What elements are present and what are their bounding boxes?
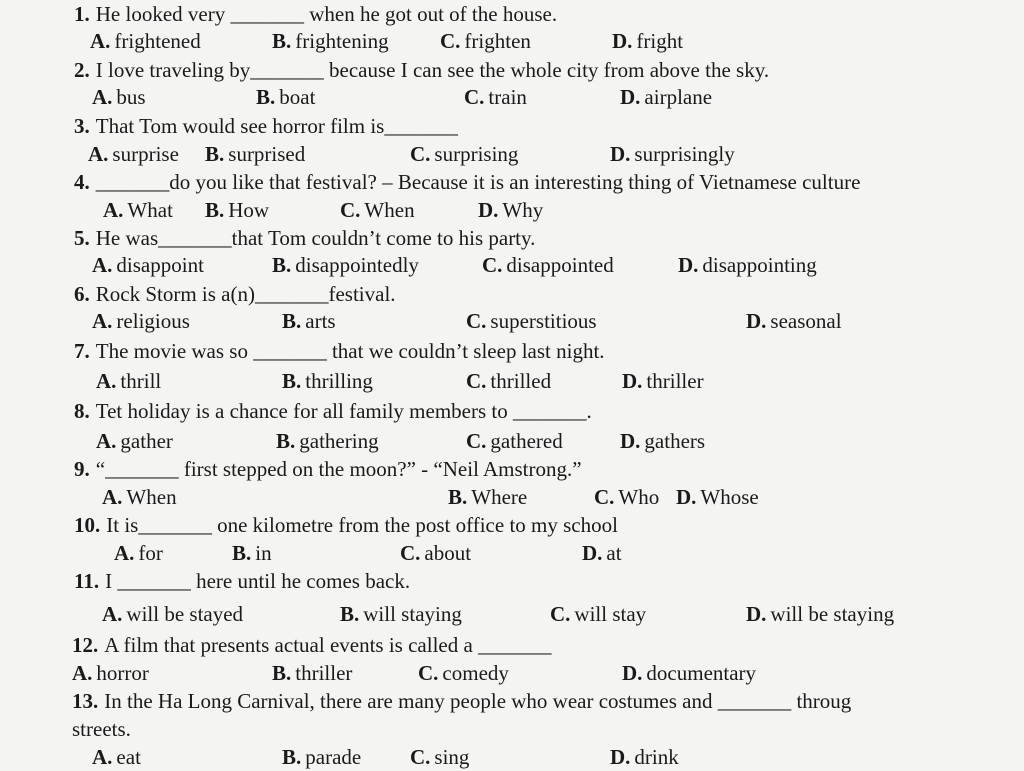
question-number: 5. — [74, 226, 90, 250]
option-c — [594, 484, 659, 510]
option-letter: D. — [620, 429, 641, 453]
option-c — [466, 368, 551, 394]
question-2 — [74, 57, 769, 83]
option-b — [256, 84, 315, 110]
option-text: gather — [120, 429, 173, 453]
option-text: Who — [618, 485, 660, 509]
option-letter: C. — [594, 485, 615, 509]
option-b — [282, 308, 336, 334]
option-text: thrilled — [490, 369, 552, 393]
option-b — [448, 484, 527, 510]
option-c — [400, 540, 471, 566]
option-letter: C. — [466, 369, 487, 393]
option-letter: D. — [612, 29, 633, 53]
option-letter: A. — [90, 29, 111, 53]
question-number: 6. — [74, 282, 90, 306]
option-text: will stay — [574, 602, 647, 626]
option-d — [610, 744, 679, 770]
option-text: thrilling — [305, 369, 373, 393]
option-b — [282, 368, 373, 394]
option-letter: C. — [482, 253, 503, 277]
option-a — [90, 28, 201, 54]
option-text: disappointing — [702, 253, 817, 277]
option-letter: A. — [96, 369, 117, 393]
option-a — [92, 744, 141, 770]
option-d — [678, 252, 817, 278]
option-text: frighten — [464, 29, 531, 53]
option-c — [466, 428, 563, 454]
option-letter: D. — [610, 745, 631, 769]
option-c — [550, 601, 646, 627]
option-a — [88, 141, 179, 167]
option-a — [114, 540, 163, 566]
option-d — [676, 484, 759, 510]
option-text: will be staying — [770, 602, 895, 626]
option-text: surprised — [228, 142, 306, 166]
option-letter: A. — [92, 85, 113, 109]
option-letter: C. — [550, 602, 571, 626]
option-letter: A. — [92, 745, 113, 769]
question-text: A film that presents actual events is called a _______ — [104, 633, 552, 657]
option-letter: A. — [102, 602, 123, 626]
option-text: in — [255, 541, 272, 565]
option-letter: B. — [282, 745, 302, 769]
option-b — [272, 252, 419, 278]
option-letter: B. — [205, 142, 225, 166]
question-number: 13. — [72, 689, 99, 713]
option-text: When — [364, 198, 415, 222]
option-letter: D. — [622, 661, 643, 685]
option-d — [478, 197, 543, 223]
option-d — [622, 368, 704, 394]
option-letter: C. — [340, 198, 361, 222]
option-text: sing — [434, 745, 470, 769]
option-text: documentary — [646, 661, 757, 685]
option-letter: C. — [410, 745, 431, 769]
question-12 — [72, 632, 552, 658]
option-letter: D. — [622, 369, 643, 393]
question-4 — [74, 169, 860, 195]
option-text: will staying — [363, 602, 462, 626]
option-text: about — [424, 541, 472, 565]
question-number: 3. — [74, 114, 90, 138]
option-text: arts — [305, 309, 336, 333]
option-letter: B. — [340, 602, 360, 626]
option-text: religious — [116, 309, 190, 333]
question-text: Rock Storm is a(n)_______festival. — [95, 282, 396, 306]
option-c — [410, 141, 518, 167]
option-letter: B. — [205, 198, 225, 222]
option-text: parade — [305, 745, 362, 769]
option-c — [410, 744, 469, 770]
option-a — [92, 84, 146, 110]
option-c — [340, 197, 415, 223]
option-text: at — [606, 541, 622, 565]
option-text: surprising — [434, 142, 519, 166]
option-d — [620, 84, 712, 110]
question-13 — [72, 688, 1024, 714]
option-letter: D. — [582, 541, 603, 565]
option-b — [272, 28, 389, 54]
option-text: for — [138, 541, 163, 565]
option-text: What — [127, 198, 173, 222]
option-letter: D. — [620, 85, 641, 109]
question-10 — [74, 512, 618, 538]
option-letter: C. — [418, 661, 439, 685]
question-8 — [74, 398, 592, 424]
option-b — [272, 660, 352, 686]
option-b — [232, 540, 272, 566]
question-number: 12. — [72, 633, 99, 657]
question-6 — [74, 281, 396, 307]
option-text: When — [126, 485, 177, 509]
option-text: gathered — [490, 429, 563, 453]
option-text: disappointed — [506, 253, 614, 277]
option-letter: C. — [440, 29, 461, 53]
question-number: 8. — [74, 399, 90, 423]
question-text: I _______ here until he comes back. — [105, 569, 411, 593]
option-text: train — [488, 85, 527, 109]
option-b — [205, 197, 269, 223]
question-text: I love traveling by_______ because I can see the whole city from above the sky. — [95, 58, 770, 82]
option-text: Where — [471, 485, 528, 509]
option-letter: C. — [466, 429, 487, 453]
option-c — [466, 308, 597, 334]
option-a — [102, 601, 243, 627]
option-b — [282, 744, 361, 770]
option-c — [464, 84, 527, 110]
question-text: In the Ha Long Carnival, there are many people who wear costumes and _______ throug — [104, 689, 852, 713]
option-c — [482, 252, 614, 278]
question-11 — [74, 568, 410, 594]
question-9 — [74, 456, 582, 482]
option-text: boat — [279, 85, 316, 109]
option-letter: B. — [448, 485, 468, 509]
option-a — [103, 197, 173, 223]
question-number: 1. — [74, 2, 90, 26]
option-letter: B. — [272, 661, 292, 685]
option-letter: B. — [256, 85, 276, 109]
option-letter: A. — [92, 309, 113, 333]
option-text: horror — [96, 661, 149, 685]
option-letter: D. — [746, 602, 767, 626]
question-text: Tet holiday is a chance for all family members to _______. — [95, 399, 592, 423]
option-letter: C. — [410, 142, 431, 166]
question-text-continued: streets. — [72, 717, 131, 741]
option-letter: A. — [96, 429, 117, 453]
option-text: gathering — [299, 429, 379, 453]
option-d — [746, 308, 842, 334]
question-7 — [74, 338, 605, 364]
option-d — [610, 141, 735, 167]
option-letter: D. — [610, 142, 631, 166]
option-d — [620, 428, 705, 454]
option-b — [276, 428, 379, 454]
option-letter: A. — [114, 541, 135, 565]
option-text: thriller — [295, 661, 353, 685]
option-letter: C. — [466, 309, 487, 333]
option-d — [582, 540, 622, 566]
question-number: 11. — [74, 569, 100, 593]
option-d — [622, 660, 756, 686]
question-text: The movie was so _______ that we couldn’t sleep last night. — [95, 339, 605, 363]
option-letter: D. — [478, 198, 499, 222]
option-text: bus — [116, 85, 146, 109]
question-text: He looked very _______ when he got out of the house. — [95, 2, 558, 26]
option-a — [92, 308, 190, 334]
question-text: It is_______ one kilometre from the post office to my school — [106, 513, 618, 537]
option-text: surprisingly — [634, 142, 735, 166]
option-b — [205, 141, 305, 167]
question-number: 10. — [74, 513, 101, 537]
question-text: _______do you like that festival? – Because it is an interesting thing of Vietnamese culture — [95, 170, 861, 194]
option-text: Why — [502, 198, 544, 222]
question-text: “_______ first stepped on the moon?” - “Neil Amstrong.” — [95, 457, 582, 481]
option-letter: B. — [276, 429, 296, 453]
question-number: 9. — [74, 457, 90, 481]
question-5 — [74, 225, 535, 251]
option-text: gathers — [644, 429, 706, 453]
option-text: comedy — [442, 661, 509, 685]
option-text: surprise — [112, 142, 179, 166]
question-3 — [74, 113, 458, 139]
option-letter: A. — [72, 661, 93, 685]
option-b — [340, 601, 462, 627]
question-text: He was_______that Tom couldn’t come to his party. — [95, 226, 536, 250]
question-number: 2. — [74, 58, 90, 82]
option-text: frightening — [295, 29, 389, 53]
option-text: disappointedly — [295, 253, 419, 277]
option-text: Whose — [700, 485, 759, 509]
option-text: will be stayed — [126, 602, 244, 626]
option-text: eat — [116, 745, 141, 769]
option-a — [102, 484, 177, 510]
option-letter: D. — [746, 309, 767, 333]
option-text: disappoint — [116, 253, 204, 277]
option-text: thriller — [646, 369, 704, 393]
question-number: 4. — [74, 170, 90, 194]
option-letter: B. — [282, 369, 302, 393]
option-text: fright — [636, 29, 684, 53]
question-number: 7. — [74, 339, 90, 363]
option-d — [746, 601, 894, 627]
option-text: drink — [634, 745, 679, 769]
option-c — [440, 28, 531, 54]
option-letter: B. — [282, 309, 302, 333]
option-letter: A. — [92, 253, 113, 277]
option-text: thrill — [120, 369, 162, 393]
option-letter: C. — [400, 541, 421, 565]
option-text: frightened — [114, 29, 201, 53]
option-text: seasonal — [770, 309, 842, 333]
option-a — [92, 252, 204, 278]
option-a — [72, 660, 149, 686]
question-text: That Tom would see horror film is_______ — [95, 114, 458, 138]
option-text: superstitious — [490, 309, 597, 333]
option-letter: A. — [102, 485, 123, 509]
option-d — [612, 28, 683, 54]
option-letter: A. — [88, 142, 109, 166]
option-letter: B. — [272, 29, 292, 53]
question-1 — [74, 1, 557, 27]
option-c — [418, 660, 509, 686]
option-a — [96, 368, 161, 394]
option-text: How — [228, 198, 270, 222]
option-letter: B. — [232, 541, 252, 565]
option-letter: C. — [464, 85, 485, 109]
option-letter: D. — [678, 253, 699, 277]
option-letter: A. — [103, 198, 124, 222]
option-letter: D. — [676, 485, 697, 509]
option-text: airplane — [644, 85, 713, 109]
option-a — [96, 428, 173, 454]
option-letter: B. — [272, 253, 292, 277]
